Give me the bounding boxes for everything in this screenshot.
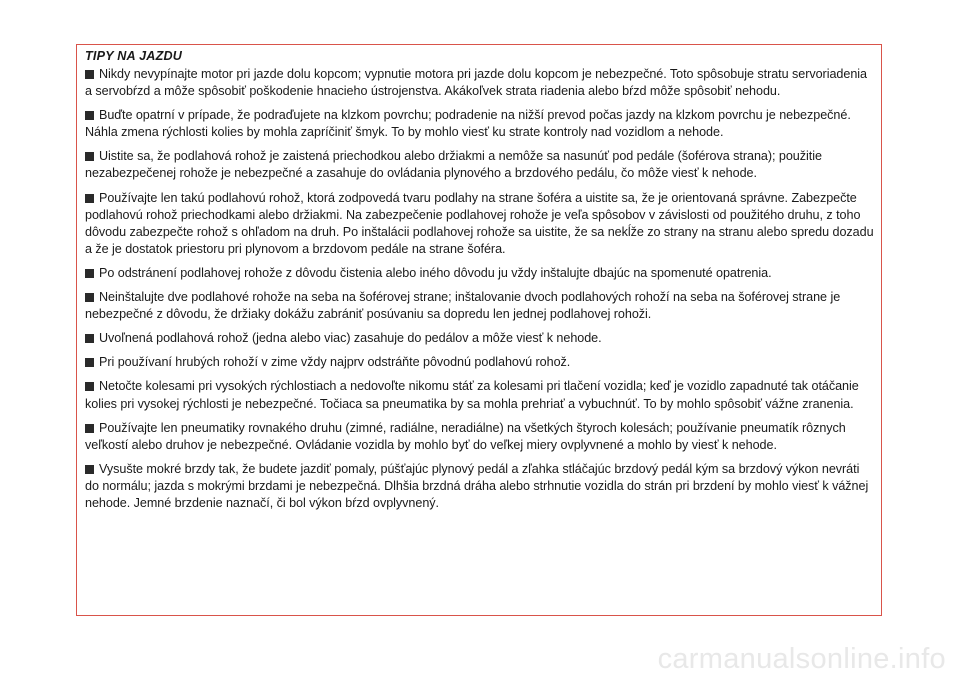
section-title: TIPY NA JAZDU (85, 49, 183, 63)
square-bullet-icon (85, 111, 94, 120)
tip-item (85, 265, 875, 282)
square-bullet-icon (85, 382, 94, 391)
tip-text: Pri používaní hrubých rohoží v zime vždy najprv odstráňte pôvodnú podlahovú rohož. (99, 355, 571, 370)
tip-item (85, 190, 875, 258)
tip-text: Používajte len pneumatiky rovnakého druhu (zimné, radiálne, neradiálne) na všetkých štyroch kolesách; používanie pneumatík rôznych veľkostí alebo druhov je nebezpečné. Ovládanie vozidla by mohlo byť do veľkej miery ovplyvnené a mohlo by viesť k nehode. (85, 420, 846, 452)
square-bullet-icon (85, 194, 94, 203)
watermark-text: carmanualsonline.info (657, 643, 946, 675)
square-bullet-icon (85, 334, 94, 343)
tip-text: Buďte opatrní v prípade, že podraďujete na klzkom povrchu; podradenie na nižší prevod počas jazdy na klzkom povrchu je nebezpečné. Náhla zmena rýchlosti kolies by mohla zapríčiniť šmyk. To by mohlo viesť ku strate kontroly nad vozidlom a nehode. (85, 108, 851, 140)
tip-item (85, 378, 875, 412)
tip-item (85, 461, 875, 512)
tips-document (85, 49, 875, 519)
square-bullet-icon (85, 152, 94, 161)
tip-text: Nikdy nevypínajte motor pri jazde dolu kopcom; vypnutie motora pri jazde dolu kopcom je nebezpečné. Toto spôsobuje stratu servoriadenia a servobŕzd a môže spôsobiť poškodenie hnacieho ústrojenstva. Akákoľvek strata riadenia alebo bŕzd môže spôsobiť nehodu. (85, 67, 867, 99)
tip-text: Po odstránení podlahovej rohože z dôvodu čistenia alebo iného dôvodu ju vždy inštalujte dbajúc na spomenuté opatrenia. (99, 265, 772, 280)
square-bullet-icon (85, 358, 94, 367)
tip-text: Vysušte mokré brzdy tak, že budete jazdiť pomaly, púšťajúc plynový pedál a zľahka stláčajúc brzdový pedál kým sa brzdový výkon nevráti do normálu; jazda s mokrými brzdami je nebezpečná. Dlhšia brzdná dráha alebo strhnutie vozidla do strán pri brzdení by mohlo viesť k vážnej nehode. Jemné brzdenie naznačí, či bol výkon bŕzd ovplyvnený. (85, 461, 869, 510)
tip-text: Uistite sa, že podlahová rohož je zaistená priechodkou alebo držiakmi a nemôže sa nasunúť pod pedále (šoférova strana); použitie nezabezpečenej rohože je nebezpečné a zasahuje do ovládania plynového a brzdového pedálu, čo môže viesť k nehode. (85, 149, 822, 181)
tip-text: Netočte kolesami pri vysokých rýchlostiach a nedovoľte nikomu stáť za kolesami pri tlačení vozidla; keď je vozidlo zapadnuté tak otáčanie kolies pri vysokej rýchlosti je nebezpečné. Točiaca sa pneumatika by sa mohla prehriať a vybuchnúť. To by mohlo spôsobiť vážne zranenia. (85, 379, 859, 411)
tip-item (85, 330, 875, 347)
square-bullet-icon (85, 70, 94, 79)
tip-item (85, 66, 875, 100)
tip-item (85, 148, 875, 182)
tip-item (85, 107, 875, 141)
square-bullet-icon (85, 293, 94, 302)
square-bullet-icon (85, 269, 94, 278)
square-bullet-icon (85, 424, 94, 433)
tip-text: Používajte len takú podlahovú rohož, ktorá zodpovedá tvaru podlahy na strane šoféra a uistite sa, že je orientovaná správne. Zabezpečte podlahovú rohož priechodkami alebo držiakmi. Na zabezpečenie podlahovej rohože je veľa spôsobov v závislosti od použitého druhu, z toho dôvodu zabezpečte rohož s ohľadom na druh. Po inštalácii podlahovej rohože sa uistite, že sa nekĺže zo strany na stranu alebo spredu dozadu a že je dostatok priestoru pri plynovom a brzdovom pedále na strane šoféra. (85, 190, 874, 256)
tip-text: Uvoľnená podlahová rohož (jedna alebo viac) zasahuje do pedálov a môže viesť k nehode. (99, 331, 602, 346)
tip-item (85, 420, 875, 454)
tip-item (85, 354, 875, 371)
tip-text: Neinštalujte dve podlahové rohože na seba na šoférovej strane; inštalovanie dvoch podlahových rohoží na seba na šoférovej strane je nebezpečné z dôvodu, že držiaky dokážu zabrániť posúvaniu sa dopredu len jednej podlahovej rohoži. (85, 290, 841, 322)
tip-item (85, 289, 875, 323)
square-bullet-icon (85, 465, 94, 474)
